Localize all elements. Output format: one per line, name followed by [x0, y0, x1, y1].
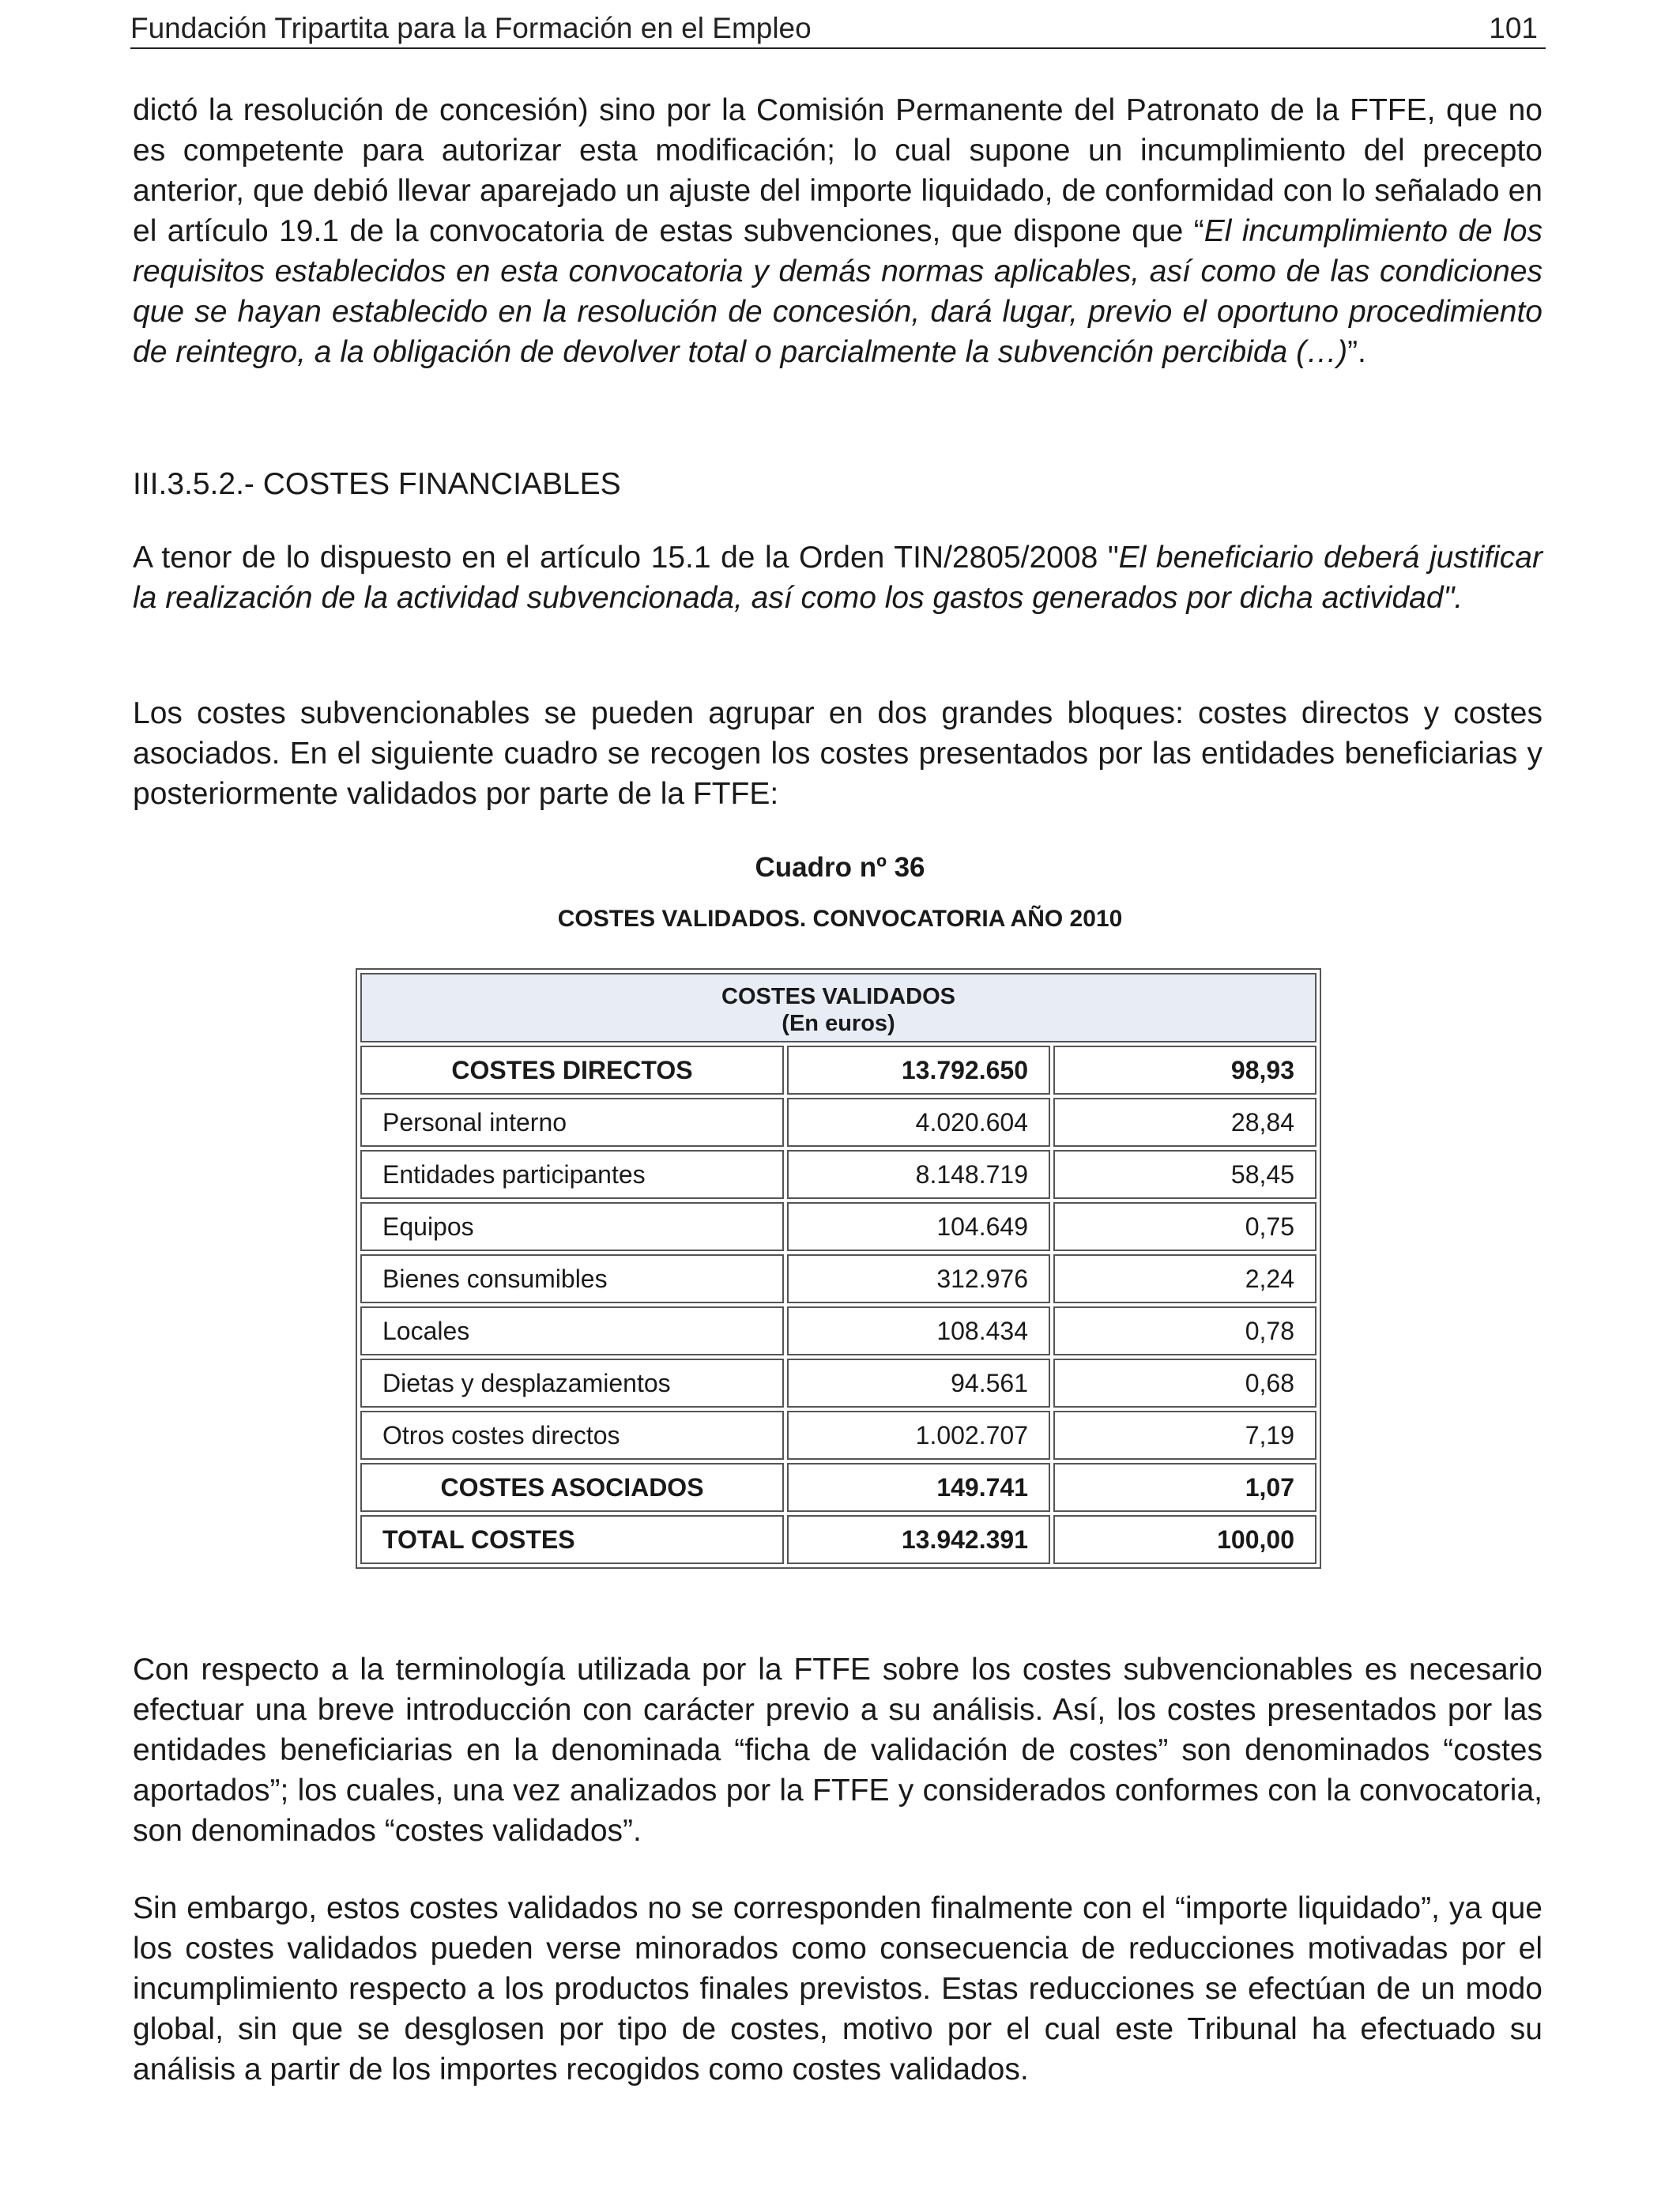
row-label: Equipos [360, 1202, 784, 1251]
page-header [130, 9, 1546, 49]
table-header-cell [360, 973, 1317, 1042]
row-amount: 13.942.391 [787, 1515, 1050, 1564]
table-row [360, 1359, 1317, 1408]
row-percent: 0,75 [1053, 1202, 1317, 1251]
header-title: Fundación Tripartita para la Formación en el Empleo [130, 12, 812, 44]
row-percent: 1,07 [1053, 1463, 1317, 1512]
row-percent: 2,24 [1053, 1254, 1317, 1303]
table-row [360, 1306, 1317, 1355]
row-percent: 7,19 [1053, 1411, 1317, 1460]
row-label: COSTES DIRECTOS [360, 1046, 784, 1095]
row-amount: 149.741 [787, 1463, 1050, 1512]
row-percent: 58,45 [1053, 1150, 1317, 1199]
table-row [360, 1411, 1317, 1460]
row-amount: 104.649 [787, 1202, 1050, 1251]
paragraph-4: Con respecto a la terminología utilizada por la FTFE sobre los costes subvencionables es necesario efectuar una breve introducción con carácter previo a su análisis. Así, los costes presentados por las entidades beneficiarias en la denominada “ficha de validación de costes” son denominados “costes aportados”; los cuales, una vez analizados por la FTFE y considerados conformes con la convocatoria, son denominados “costes validados”. [133, 1653, 1543, 1848]
row-label: TOTAL COSTES [360, 1515, 784, 1564]
row-amount: 8.148.719 [787, 1150, 1050, 1199]
row-label: Bienes consumibles [360, 1254, 784, 1303]
row-percent: 0,78 [1053, 1306, 1317, 1355]
table-row-costes-asociados [360, 1463, 1317, 1512]
paragraph-2-text: A tenor de lo dispuesto en el artículo 15.1 de la Orden TIN/2805/2008 " [133, 541, 1119, 575]
table-title: COSTES VALIDADOS. CONVOCATORIA AÑO 2010 [557, 906, 1123, 932]
table-row [360, 1098, 1317, 1147]
paragraph-2-quote: El beneficiario deberá justificar la realización de la actividad subvencionada, así como los gastos generados por dicha actividad". [133, 541, 1543, 615]
paragraph-3: Los costes subvencionables se pueden agrupar en dos grandes bloques: costes directos y costes asociados. En el siguiente cuadro se recogen los costes presentados por las entidades beneficiarias y posteriormente validados por parte de la FTFE: [133, 696, 1543, 811]
row-label: Locales [360, 1306, 784, 1355]
table-header-line2: (En euros) [782, 1011, 895, 1036]
row-percent: 100,00 [1053, 1515, 1317, 1564]
row-amount: 108.434 [787, 1306, 1050, 1355]
table-row [360, 1202, 1317, 1251]
paragraph-1-end: ”. [1347, 335, 1366, 369]
paragraph-1-quote: El incumplimiento de los requisitos establecidos en esta convocatoria y demás normas aplicables, así como de las condiciones que se hayan establecido en la resolución de concesión, dará lugar, previo el oportuno procedimiento de reintegro, a la obligación de devolver total o parcialmente la subvención percibida (…) [133, 214, 1543, 369]
table-row-costes-directos [360, 1046, 1317, 1095]
costs-table [356, 968, 1321, 1569]
row-amount: 13.792.650 [787, 1046, 1050, 1095]
table-row [360, 1254, 1317, 1303]
row-label: Otros costes directos [360, 1411, 784, 1460]
table-header-line1: COSTES VALIDADOS [721, 984, 955, 1009]
row-label: Entidades participantes [360, 1150, 784, 1199]
table-header-row [360, 973, 1317, 1042]
section-heading: III.3.5.2.- COSTES FINANCIABLES [133, 467, 621, 501]
row-amount: 4.020.604 [787, 1098, 1050, 1147]
table-row-total [360, 1515, 1317, 1564]
page-number: 101 [1489, 12, 1538, 44]
row-amount: 1.002.707 [787, 1411, 1050, 1460]
paragraph-2 [133, 537, 1543, 618]
table-row [360, 1150, 1317, 1199]
costs-table-container [356, 968, 1321, 1569]
row-label: Personal interno [360, 1098, 784, 1147]
row-amount: 312.976 [787, 1254, 1050, 1303]
row-amount: 94.561 [787, 1359, 1050, 1408]
row-percent: 98,93 [1053, 1046, 1317, 1095]
row-label: COSTES ASOCIADOS [360, 1463, 784, 1512]
row-percent: 0,68 [1053, 1359, 1317, 1408]
paragraph-1-text: dictó la resolución de concesión) sino por la Comisión Permanente del Patronato de la FTFE, que no es competente para autorizar esta modificación; lo cual supone un incumplimiento del precepto anterior, que debió llevar aparejado un ajuste del importe liquidado, de conformidad con lo señalado en el artículo 19.1 de la convocatoria de estas subvenciones, que dispone que “ [133, 93, 1543, 248]
table-number: Cuadro nº 36 [755, 852, 925, 883]
row-percent: 28,84 [1053, 1098, 1317, 1147]
paragraph-5: Sin embargo, estos costes validados no se corresponden finalmente con el “importe liquidado”, ya que los costes validados pueden verse minorados como consecuencia de reducciones motivadas por el incumplimiento respecto a los productos finales previstos. Estas reducciones se efectúan de un modo global, sin que se desglosen por tipo de costes, motivo por el cual este Tribunal ha efectuado su análisis a partir de los importes recogidos como costes validados. [133, 1891, 1543, 2087]
paragraph-1 [133, 90, 1543, 372]
row-label: Dietas y desplazamientos [360, 1359, 784, 1408]
